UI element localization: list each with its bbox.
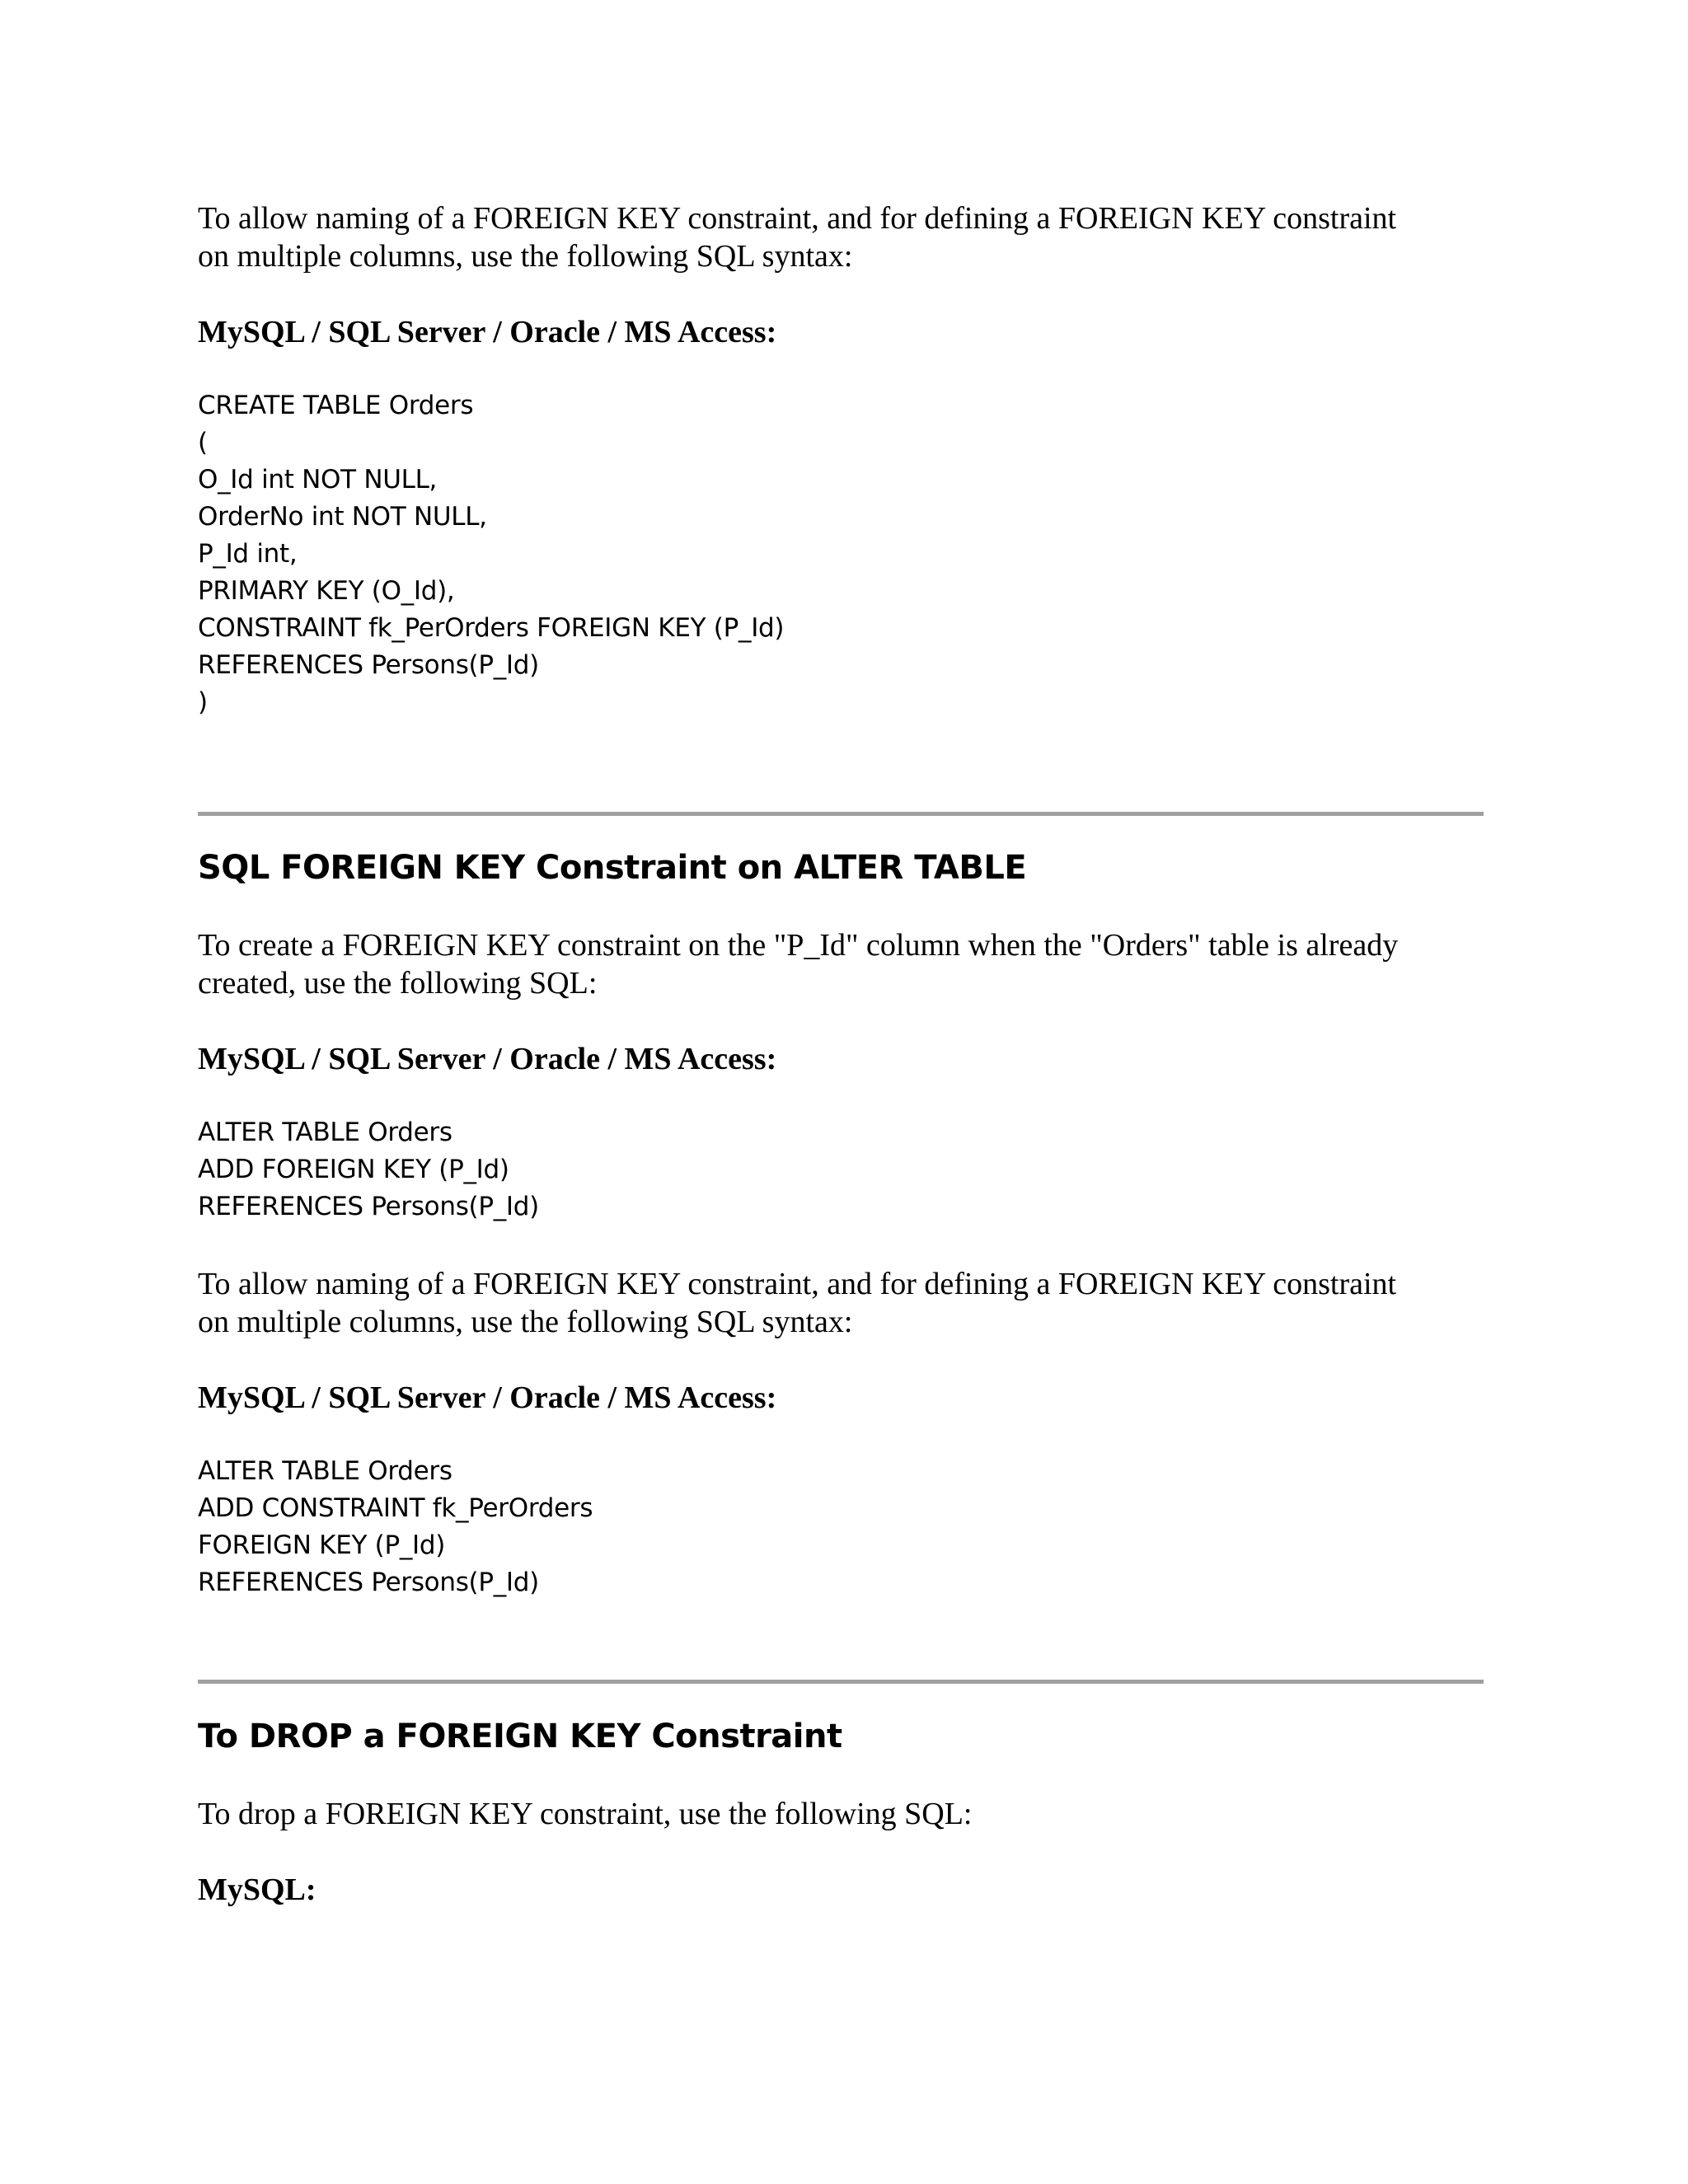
alter-paragraph-line: To create a FOREIGN KEY constraint on the "P_Id" column when the "Orders" table is already: [198, 928, 1399, 963]
alter-paragraph-line: created, use the following SQL:: [198, 966, 598, 1001]
code-line: REFERENCES Persons(P_Id): [198, 1192, 539, 1221]
drop-dialect-heading: MySQL:: [198, 1872, 316, 1907]
intro-paragraph: [198, 199, 1484, 275]
intro-dialects-heading: MySQL / SQL Server / Oracle / MS Access:: [198, 315, 777, 349]
section-divider: [198, 1680, 1484, 1684]
code-line: (: [198, 428, 208, 457]
code-line: CONSTRAINT fk_PerOrders FOREIGN KEY (P_Id): [198, 613, 785, 643]
code-line: REFERENCES Persons(P_Id): [198, 1568, 539, 1597]
alter-add-constraint-code-block: [198, 1453, 593, 1601]
alter-paragraph-line: on multiple columns, use the following SQL syntax:: [198, 1305, 853, 1339]
section-divider: [198, 812, 1484, 816]
create-table-code-block: [198, 387, 784, 721]
drop-section-title: To DROP a FOREIGN KEY Constraint: [198, 1718, 842, 1755]
drop-paragraph: [198, 1795, 1484, 1833]
code-line: CREATE TABLE Orders: [198, 391, 474, 420]
code-line: ALTER TABLE Orders: [198, 1456, 452, 1486]
drop-paragraph-line: To drop a FOREIGN KEY constraint, use the following SQL:: [198, 1797, 973, 1831]
code-line: FOREIGN KEY (P_Id): [198, 1530, 446, 1560]
alter-add-fk-code-block: [198, 1114, 539, 1226]
alter-dialects-heading-1: MySQL / SQL Server / Oracle / MS Access:: [198, 1042, 777, 1076]
code-line: REFERENCES Persons(P_Id): [198, 650, 539, 680]
intro-paragraph-line: To allow naming of a FOREIGN KEY constraint, and for defining a FOREIGN KEY constraint: [198, 201, 1397, 236]
code-line: ALTER TABLE Orders: [198, 1118, 452, 1147]
code-line: ADD FOREIGN KEY (P_Id): [198, 1155, 509, 1184]
code-line: P_Id int,: [198, 539, 298, 569]
alter-dialects-heading-2: MySQL / SQL Server / Oracle / MS Access:: [198, 1380, 777, 1415]
alter-paragraph-1: [198, 926, 1484, 1002]
alter-section-title: SQL FOREIGN KEY Constraint on ALTER TABLE: [198, 849, 1027, 887]
code-line: ADD CONSTRAINT fk_PerOrders: [198, 1493, 593, 1523]
code-line: ): [198, 687, 208, 717]
code-line: O_Id int NOT NULL,: [198, 465, 438, 494]
alter-paragraph-2: [198, 1265, 1484, 1341]
code-line: OrderNo int NOT NULL,: [198, 502, 487, 532]
alter-paragraph-line: To allow naming of a FOREIGN KEY constraint, and for defining a FOREIGN KEY constraint: [198, 1267, 1397, 1301]
intro-paragraph-line: on multiple columns, use the following SQL syntax:: [198, 239, 853, 274]
code-line: PRIMARY KEY (O_Id),: [198, 576, 455, 606]
